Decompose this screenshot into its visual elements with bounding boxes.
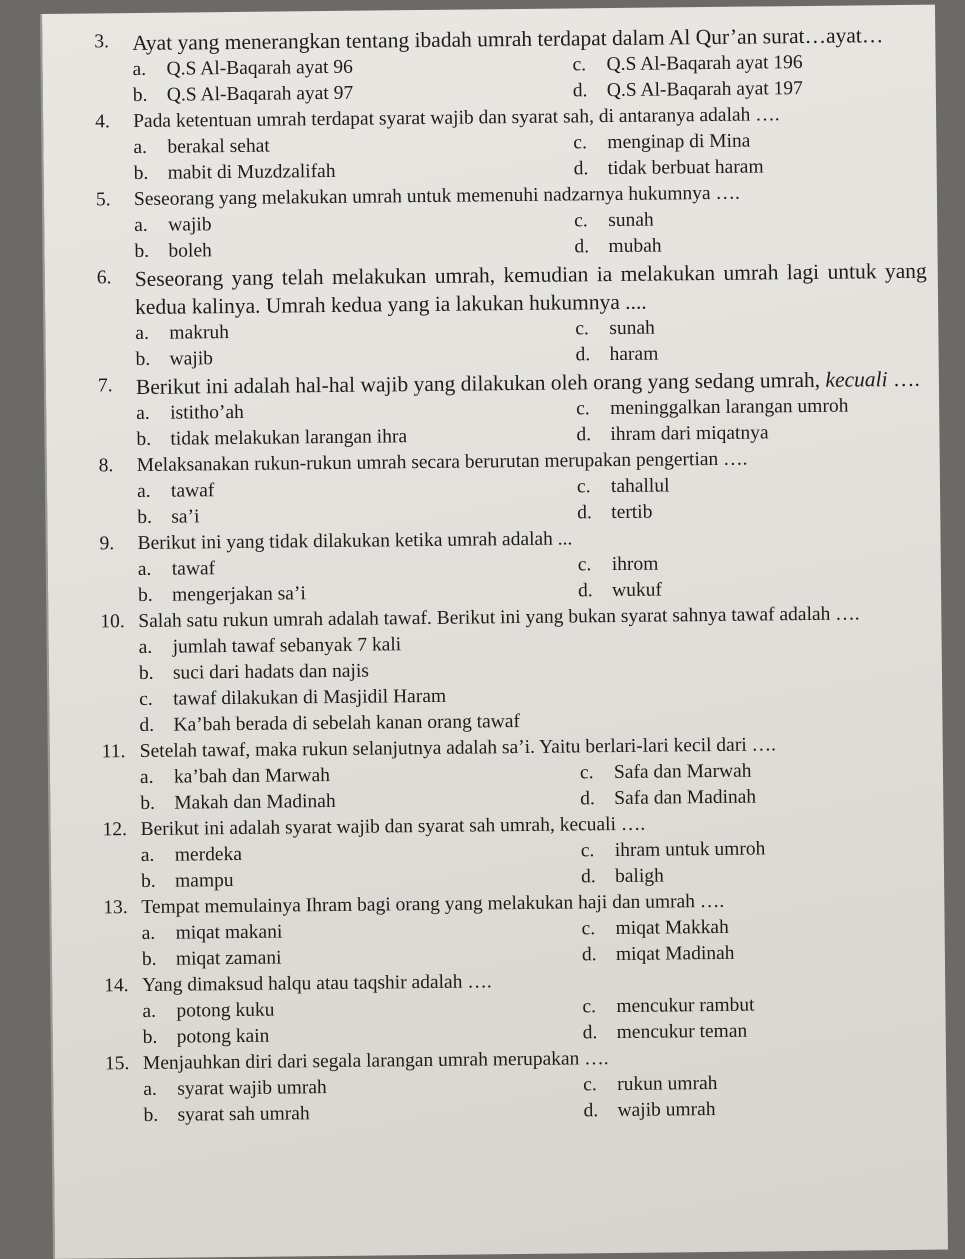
option-b: b. potong kain: [142, 1025, 270, 1048]
option-b: b. Q.S Al-Baqarah ayat 97: [132, 82, 354, 107]
question-13: [103, 887, 934, 974]
question-4: [95, 101, 926, 188]
question-10: [100, 601, 931, 740]
option-a: a. syarat wajib umrah: [143, 1077, 327, 1100]
option-c: c. ihram untuk umroh: [580, 838, 766, 862]
question-text: Berikut ini adalah syarat wajib dan syarat sah umrah, kecuali ….: [140, 813, 646, 840]
option-c: c. menginap di Mina: [573, 130, 751, 154]
question-14: [104, 965, 935, 1052]
option-a: a. miqat makani: [141, 921, 283, 944]
question-text: Tempat memulainya Ihram bagi orang yang melakukan haji dan umrah ….: [141, 890, 725, 918]
option-b: b. suci dari hadats dan najis: [138, 660, 370, 684]
option-a: a. merdeka: [140, 843, 243, 866]
question-5: [96, 179, 927, 266]
question-number: 13.: [103, 897, 128, 919]
option-a: a. ka’bah dan Marwah: [139, 765, 331, 788]
option-a: a. wajib: [134, 214, 212, 237]
question-text: Setelah tawaf, maka rukun selanjutnya adalah sa’i. Yaitu berlari-lari kecil dari ….: [139, 734, 777, 762]
question-number: 14.: [104, 975, 129, 997]
emphasis-text: kecuali: [825, 367, 888, 392]
option-b: b. Makah dan Madinah: [140, 790, 336, 814]
question-number: 12.: [102, 819, 128, 841]
question-text: Berikut ini adalah hal-hal wajib yang dilakukan oleh orang yang sedang umrah, kecuali ….: [135, 366, 920, 400]
option-d: d. wukuf: [577, 579, 663, 602]
question-11: [102, 731, 933, 818]
option-d: d. Q.S Al-Baqarah ayat 197: [572, 78, 803, 102]
option-d: d. haram: [575, 343, 659, 366]
option-a: a. potong kuku: [142, 999, 275, 1022]
option-d: d. baligh: [580, 865, 664, 888]
option-b: b. syarat sah umrah: [143, 1103, 310, 1126]
option-d: d. miqat Madinah: [581, 942, 735, 966]
question-text: Seseorang yang telah melakukan umrah, kemudian ia melakukan umrah lagi untuk yang kedua kalinya. Umrah kedua yang ia lakukan hukumnya ....: [134, 258, 927, 320]
option-b: b. wajib: [135, 348, 214, 371]
question-text: Seseorang yang melakukan umrah untuk memenuhi nadzarnya hukumnya ….: [133, 182, 740, 211]
option-b: b. boleh: [134, 240, 212, 263]
option-a: a. tawaf: [136, 480, 215, 503]
question-number: 8.: [98, 455, 114, 477]
option-c: c. miqat Makkah: [581, 916, 729, 940]
question-8: [99, 445, 930, 532]
question-number: 4.: [95, 111, 110, 133]
option-a: a. berakal sehat: [133, 135, 270, 159]
question-text: Ayat yang menerangkan tentang ibadah umrah terdapat dalam Al Qur’an surat…ayat…: [132, 23, 884, 56]
option-a: a. istitho’ah: [136, 401, 244, 425]
question-number: 11.: [101, 741, 126, 763]
question-number: 10.: [100, 611, 125, 633]
option-c: c. meninggalkan larangan umroh: [576, 395, 849, 420]
option-b: b. mampu: [140, 870, 234, 892]
option-c: c. tawaf dilakukan di Masjidil Haram: [139, 685, 447, 710]
question-6: [97, 257, 928, 374]
question-number: 5.: [95, 189, 111, 211]
option-c: c. Q.S Al-Baqarah ayat 196: [572, 52, 803, 76]
option-a: a. tawaf: [137, 558, 216, 581]
question-12: [102, 809, 933, 896]
question-text: Menjauhkan diri dari segala larangan umrah merupakan ….: [142, 1048, 609, 1074]
option-d: d. mencukur teman: [582, 1020, 748, 1044]
question-text: Melaksanakan rukun-rukun umrah secara berurutan merupakan pengertian ….: [136, 448, 748, 477]
option-b: b. mabit di Muzdzalifah: [133, 160, 336, 185]
option-a: a. makruh: [135, 322, 230, 345]
question-number: 6.: [96, 267, 112, 289]
question-text: Salah satu rukun umrah adalah tawaf. Berikut ini yang bukan syarat sahnya tawaf adalah ….: [138, 603, 860, 633]
question-7: [98, 365, 929, 454]
question-number: 7.: [97, 375, 113, 397]
option-a: a. Q.S Al-Baqarah ayat 96: [132, 56, 353, 81]
option-d: d. tidak berbuat haram: [573, 156, 764, 180]
option-d: d. Ka’bah berada di sebelah kanan orang tawaf: [139, 711, 521, 736]
option-d: d. mubah: [574, 235, 662, 258]
option-b: b. miqat zamani: [141, 947, 282, 970]
option-d: d. Safa dan Madinah: [580, 786, 757, 810]
question-number: 15.: [104, 1053, 130, 1075]
question-number: 3.: [94, 31, 110, 53]
option-c: c. Safa dan Marwah: [579, 760, 752, 784]
paper-sheet: [40, 5, 948, 1259]
option-c: c. tahallul: [576, 475, 670, 498]
question-3: [94, 21, 925, 110]
question-15: [105, 1043, 936, 1130]
option-d: d. tertib: [577, 501, 653, 524]
question-list: [94, 21, 935, 1130]
option-c: c. rukun umrah: [583, 1072, 718, 1096]
option-b: b. mengerjakan sa’i: [137, 583, 306, 607]
option-d: d. ihram dari miqatnya: [576, 422, 769, 446]
question-text: Yang dimaksud halqu atau taqshir adalah ….: [142, 971, 492, 996]
option-c: c. sunah: [575, 317, 655, 340]
option-b: b. tidak melakukan larangan ihra: [136, 426, 408, 451]
question-text: Berikut ini yang tidak dilakukan ketika umrah adalah ...: [137, 528, 573, 555]
question-number: 9.: [99, 533, 115, 555]
option-d: d. wajib umrah: [583, 1098, 716, 1122]
option-a: a. jumlah tawaf sebanyak 7 kali: [138, 634, 402, 659]
option-b: b. sa’i: [137, 506, 200, 529]
question-9: [99, 523, 930, 610]
option-c: c. ihrom: [577, 553, 659, 576]
option-c: c. sunah: [574, 209, 654, 232]
option-c: c. mencukur rambut: [582, 994, 755, 1018]
question-text: Pada ketentuan umrah terdapat syarat wajib dan syarat sah, di antaranya adalah ….: [133, 104, 780, 133]
